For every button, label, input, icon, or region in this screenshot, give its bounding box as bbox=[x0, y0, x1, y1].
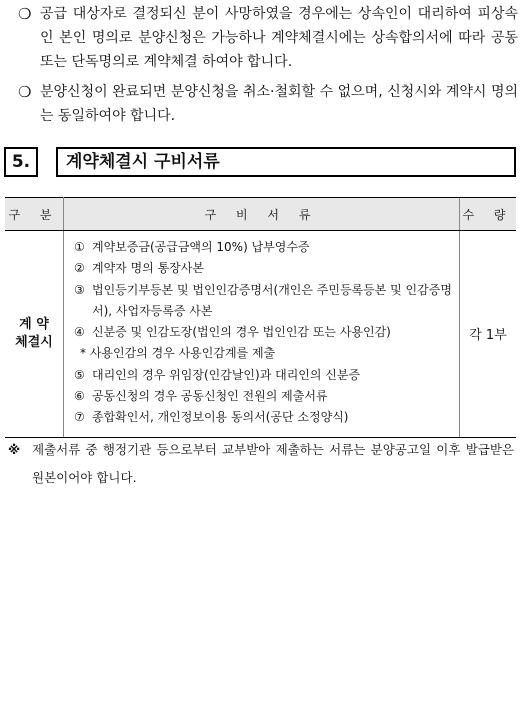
row-category-label: 계 약 체결시 bbox=[15, 316, 53, 350]
header-documents: 구 비 서 류 bbox=[64, 198, 460, 231]
row-category bbox=[5, 231, 64, 438]
header-category: 구 분 bbox=[5, 198, 64, 231]
footnote-text: 제출서류 중 행정기관 등으로부터 교부받아 제출하는 서류는 분양공고일 이후 발급받은 원본이어야 합니다. bbox=[32, 442, 514, 485]
bullet-inheritance bbox=[18, 2, 518, 74]
list-item: ① 계약보증금(공급금액의 10%) 납부영수증 bbox=[74, 240, 310, 254]
circle-bullet-icon: ❍ bbox=[18, 5, 32, 23]
list-item: ⑥ 공동신청의 경우 공동신청인 전원의 제출서류 bbox=[74, 389, 328, 404]
bullet-cancellation bbox=[18, 80, 518, 128]
list-item: ⑤ 대리인의 경우 위임장(인감날인)과 대리인의 신분증 bbox=[74, 367, 361, 382]
row-quantity: 각 1부 bbox=[460, 231, 517, 438]
footnote bbox=[8, 436, 514, 492]
reference-mark-icon: ※ bbox=[8, 442, 21, 457]
list-item: ⑦ 종합확인서, 개인정보이용 동의서(공단 소정양식) bbox=[74, 410, 349, 425]
header-quantity: 수 량 bbox=[460, 198, 517, 231]
list-item-note: * 사용인감의 경우 사용인감계를 제출 bbox=[80, 346, 276, 361]
document-list bbox=[64, 231, 460, 438]
table-row bbox=[5, 231, 516, 438]
required-documents-table bbox=[5, 197, 516, 438]
list-item: ② 계약자 명의 통장사본 bbox=[74, 261, 204, 276]
bullet-text: 분양신청이 완료되면 분양신청을 취소·철회할 수 없으며, 신청시와 계약시 명의는 동일하여야 합니다. bbox=[40, 84, 518, 124]
table-header-row bbox=[5, 198, 516, 231]
bullet-text: 공급 대상자로 결정되신 분이 사망하였을 경우에는 상속인이 대리하여 피상속인 본인 명의로 분양신청은 가능하나 계약체결시에는 상속합의서에 따라 공동 또는 단독명의로 계약체결 하여야 합니다. bbox=[40, 6, 518, 70]
list-item: ③ 법인등기부등본 및 법인인감증명서(개인은 주민등록등본 및 인감증명서), 사업자등록증 사본 bbox=[74, 282, 452, 318]
list-item: ④ 신분증 및 인감도장(법인의 경우 법인인감 또는 사용인감) bbox=[74, 325, 391, 340]
circle-bullet-icon: ❍ bbox=[18, 83, 32, 101]
section-number: 5. bbox=[4, 147, 38, 177]
section-title: 계약체결시 구비서류 bbox=[56, 147, 516, 177]
